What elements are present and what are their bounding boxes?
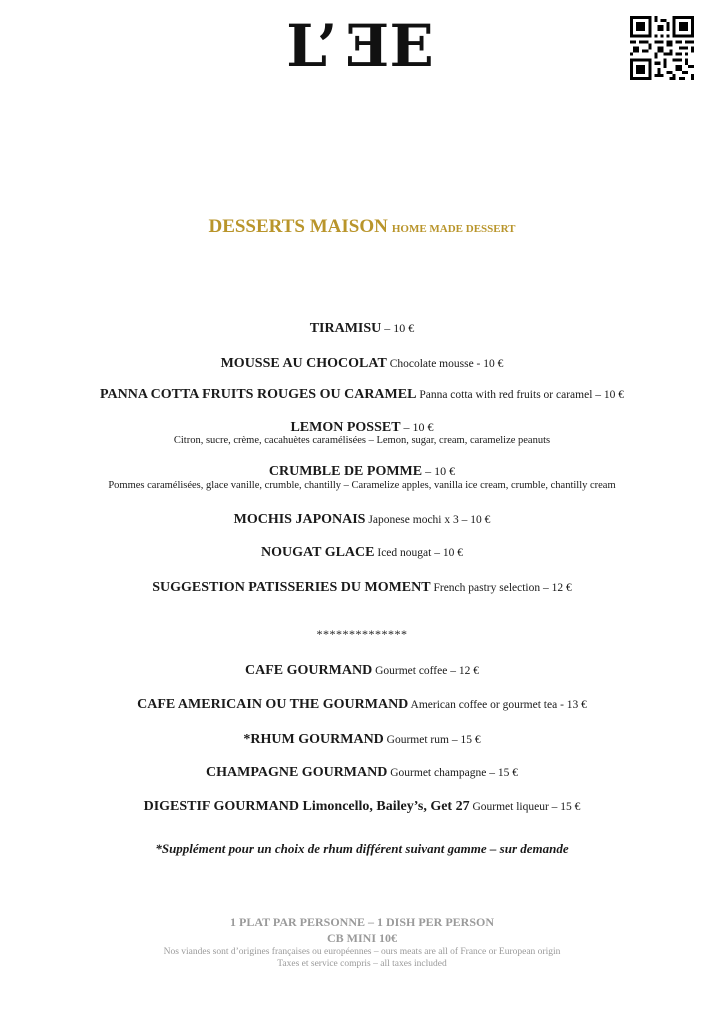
menu-item-mochis: MOCHIS JAPONAIS Japonese mochi x 3 – 10 € — [233, 512, 491, 527]
footer-meat-origin: Nos viandes sont d’origines françaises ou européennes – ours meats are all of France or European origin — [163, 947, 561, 957]
menu-item-crumble: CRUMBLE DE POMME – 10 € — [268, 464, 456, 479]
section-title — [0, 216, 724, 238]
restaurant-logo: L’EE — [286, 12, 438, 80]
qr-code[interactable] — [630, 16, 694, 80]
menu-item-crumble-detail: Pommes caramélisées, glace vanille, crumble, chantilly – Caramelize apples, vanilla ice cream, crumble, chantilly cream — [108, 480, 616, 491]
menu-item-nougat: NOUGAT GLACE Iced nougat – 10 € — [261, 545, 463, 560]
menu-item-champagne-gourmand: CHAMPAGNE GOURMAND Gourmet champagne – 15 € — [206, 765, 518, 780]
menu-item-tiramisu: TIRAMISU – 10 € — [309, 321, 415, 336]
menu-item-mousse: MOUSSE AU CHOCOLAT Chocolate mousse - 10 € — [220, 356, 504, 371]
menu-item-patisseries: SUGGESTION PATISSERIES DU MOMENT French pastry selection – 12 € — [152, 580, 572, 595]
section-title-fr: DESSERTS MAISON — [208, 216, 388, 237]
menu-item-cafe-americain: CAFE AMERICAIN OU THE GOURMAND American coffee or gourmet tea - 13 € — [137, 697, 587, 712]
menu-item-cafe-gourmand: CAFE GOURMAND Gourmet coffee – 12 € — [245, 663, 479, 678]
menu-item-rhum-gourmand: *RHUM GOURMAND Gourmet rum – 15 € — [243, 732, 481, 747]
menu-item-lemon-posset-detail: Citron, sucre, crème, cacahuètes caramélisées – Lemon, sugar, cream, caramelize peanuts — [173, 435, 551, 446]
footer-dish-rule: 1 PLAT PAR PERSONNE – 1 DISH PER PERSON — [229, 915, 495, 929]
section-title-en: HOME MADE DESSERT — [391, 223, 516, 235]
rhum-supplement-note: *Supplément pour un choix de rhum différent suivant gamme – sur demande — [155, 841, 569, 856]
footer-card-minimum: CB MINI 10€ — [326, 931, 397, 945]
menu-item-lemon-posset: LEMON POSSET – 10 € — [290, 420, 434, 435]
separator: ************** — [316, 627, 408, 641]
menu-item-digestif-gourmand: DIGESTIF GOURMAND Limoncello, Bailey’s, Get 27 Gourmet liqueur – 15 € — [143, 799, 581, 814]
menu-item-panna-cotta: PANNA COTTA FRUITS ROUGES OU CARAMEL Panna cotta with red fruits or caramel – 10 € — [99, 387, 625, 402]
footer-taxes: Taxes et service compris – all taxes included — [277, 959, 447, 969]
